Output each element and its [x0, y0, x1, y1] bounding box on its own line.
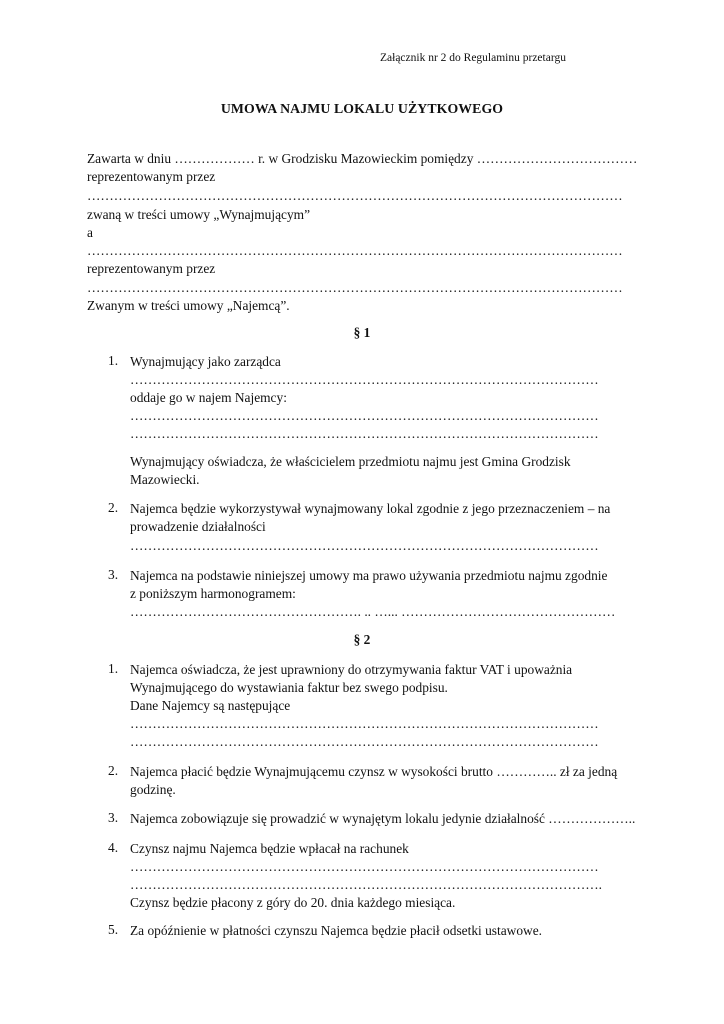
s1-item-1-line-4: …………………………………………………………………………………………… [130, 408, 599, 423]
section-1-heading: § 1 [353, 325, 371, 340]
s2-item-3-line-1: Najemca zobowiązuje się prowadzić w wynajętym lokalu jedynie działalność ……………….. [130, 811, 636, 826]
s2-item-4-number: 4. [108, 840, 119, 855]
s2-item-1-line-5: …………………………………………………………………………………………… [130, 734, 599, 749]
intro-dots-1: ………………………………………………………………………………………………………… [87, 188, 623, 203]
s2-item-2-line-2: godzinę. [130, 782, 176, 797]
intro-line-7: reprezentowanym przez [87, 261, 216, 276]
s1-item-1-line-7: Mazowiecki. [130, 472, 200, 487]
s2-item-4-line-4: Czynsz będzie płacony z góry do 20. dnia każdego miesiąca. [130, 895, 456, 910]
s1-item-3-line-1: Najemca na podstawie niniejszej umowy ma prawo używania przedmiotu najmu zgodnie [130, 568, 608, 583]
s2-item-4-line-2: …………………………………………………………………………………………… [130, 859, 599, 874]
s1-item-1-line-5: …………………………………………………………………………………………… [130, 426, 599, 441]
s1-item-1-line-6: Wynajmujący oświadcza, że właścicielem przedmiotu najmu jest Gmina Grodzisk [130, 454, 571, 469]
s2-item-2-number: 2. [108, 763, 119, 778]
s2-item-1-line-3: Dane Najemcy są następujące [130, 698, 291, 713]
intro-line-4: zwaną w treści umowy „Wynajmującym” [87, 207, 311, 222]
s2-item-5-line-1: Za opóźnienie w płatności czynszu Najemca będzie płacił odsetki ustawowe. [130, 923, 542, 938]
s2-item-1-line-2: Wynajmującego do wystawiania faktur bez swego podpisu. [130, 680, 448, 695]
s2-item-1-line-4: …………………………………………………………………………………………… [130, 716, 599, 731]
intro-line-9: Zwanym w treści umowy „Najemcą”. [87, 298, 290, 313]
s2-item-4-line-3: ……………………………………………………………………………………………. [130, 877, 603, 892]
section-2-heading: § 2 [353, 632, 371, 647]
s2-item-3-number: 3. [108, 810, 119, 825]
s1-item-2-line-3: …………………………………………………………………………………………… [130, 538, 599, 553]
s1-item-3-number: 3. [108, 567, 119, 582]
annex-note: Załącznik nr 2 do Regulaminu przetargu [380, 52, 566, 64]
s1-item-2-number: 2. [108, 500, 119, 515]
s1-item-2-line-1: Najemca będzie wykorzystywał wynajmowany lokal zgodnie z jego przeznaczeniem – na [130, 501, 611, 516]
intro-line-1: Zawarta w dniu ……………… r. w Grodzisku Mazowieckim pomiędzy ……………………………… [87, 151, 638, 166]
s2-item-2-line-1: Najemca płacić będzie Wynajmującemu czynsz w wysokości brutto ………….. zł za jedną [130, 764, 618, 779]
s1-item-3-line-3: ……………………………………………. .. …... ………………………………………… [130, 604, 616, 619]
s2-item-1-line-1: Najemca oświadcza, że jest uprawniony do otrzymywania faktur VAT i upoważnia [130, 662, 573, 677]
s1-item-1-line-3: oddaje go w najem Najemcy: [130, 390, 287, 405]
s1-item-3-line-2: z poniższym harmonogramem: [130, 586, 296, 601]
s1-item-1-number: 1. [108, 353, 119, 368]
s1-item-2-line-2: prowadzenie działalności [130, 519, 266, 534]
intro-dots-2: ………………………………………………………………………………………………………… [87, 243, 623, 258]
s2-item-4-line-1: Czynsz najmu Najemca będzie wpłacał na rachunek [130, 841, 409, 856]
intro-dots-3: ………………………………………………………………………………………………………… [87, 280, 623, 295]
s1-item-1-line-1: Wynajmujący jako zarządca [130, 354, 281, 369]
intro-line-2: reprezentowanym przez [87, 169, 216, 184]
document-title: UMOWA NAJMU LOKALU UŻYTKOWEGO [220, 101, 504, 116]
s2-item-5-number: 5. [108, 922, 119, 937]
s2-item-1-number: 1. [108, 661, 119, 676]
s1-item-1-line-2: …………………………………………………………………………………………… [130, 372, 599, 387]
intro-line-5: a [87, 225, 93, 240]
